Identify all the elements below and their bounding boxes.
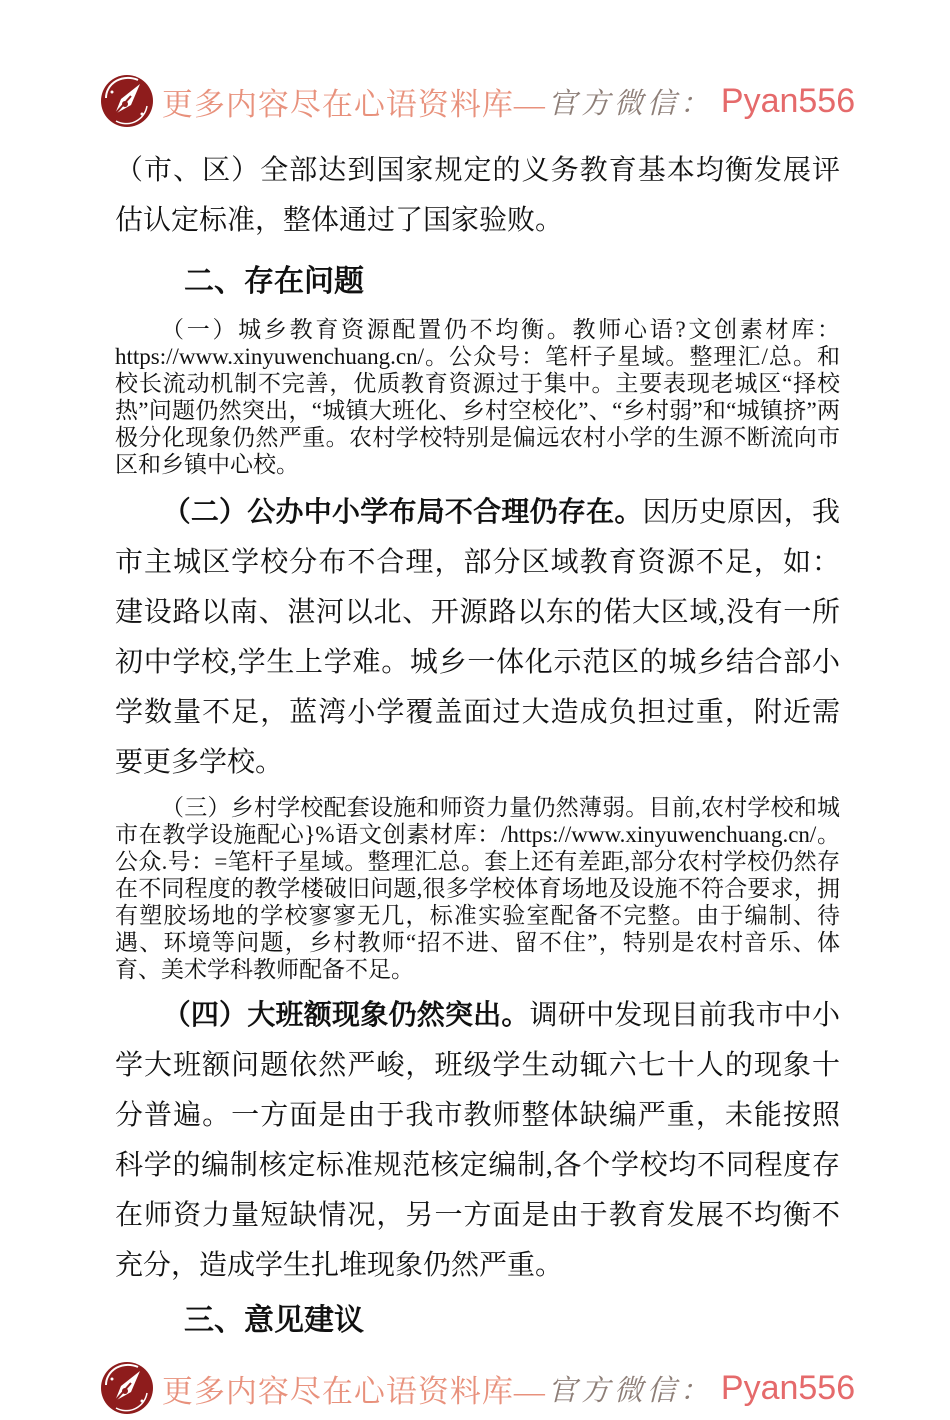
watermark-text xyxy=(162,79,546,124)
paragraph-item3: （三）乡村学校配套设施和师资力量仍然薄弱。目前,农村学校和城市在教学设施配心}%语文创素材库：/https://www.xinyuwenchuang.cn/。公众.号：=笔杆子星域。整理汇总。套上还有差距,部分农村学校仍然存在不同程度的教学楼破旧问题,很多学校体育场地及设施不符合要求，拥有塑胶场地的学校寥寥无几，标准实验室配备不完整。由于编制、待遇、环境等问题，乡村教师“招不进、留不住”，特别是农村音乐、体育、美术学科教师配备不足。 xyxy=(115,795,840,982)
heading-suggestions: 三、意见建议 xyxy=(184,1304,364,1337)
paragraph-item1: （一）城乡教育资源配置仍不均衡。教师心语?文创素材库：https://www.xinyuwenchuang.cn/。公众号：笔杆子星域。整理汇/总。和校长流动机制不完善，优质教育资源过于集中。主要表现老城区“择校热”问题仍然突出，“城镇大班化、乡村空校化”、“乡村弱”和“城镇挤”两极分化现象仍然严重。农村学校特别是偏远农村小学的生源不断流向市区和乡镇中心校。 xyxy=(115,317,840,477)
watermark-wechat-id: Pyan556 xyxy=(720,81,856,120)
watermark-wechat-label: 官方微信： xyxy=(547,1374,713,1407)
paragraph-item4-body: 调研中发现目前我市中小学大班额问题依然严峻，班级学生动辄六七十人的现象十分普遍。一方面是由于我市教师整体缺编严重，未能按照科学的编制核定标准规范核定编制,各个学校均不同程度存在师资力量短缺情况，另一方面是由于教育发展不均衡不充分，造成学生扎堆现象仍然严重。 xyxy=(115,1000,840,1281)
pen-logo-icon xyxy=(100,74,154,128)
paragraph-item4 xyxy=(115,991,840,1291)
heading-problems: 二、存在问题 xyxy=(184,265,364,298)
paragraph-item4-lead: （四）大班额现象仍然突出。 xyxy=(162,1000,530,1031)
watermark-slogan: 更多内容尽在心语资料库 xyxy=(161,86,514,122)
watermark-dash: — xyxy=(513,86,546,122)
watermark-slogan: 更多内容尽在心语资料库 xyxy=(161,1373,514,1409)
paragraph-item2 xyxy=(115,488,840,788)
watermark-text xyxy=(162,1366,546,1411)
watermark-dash: — xyxy=(513,1373,546,1409)
header-watermark xyxy=(115,0,856,128)
footer-watermark xyxy=(115,1361,856,1415)
watermark-wechat-label: 官方微信： xyxy=(547,87,713,120)
pen-logo-icon xyxy=(100,1361,154,1415)
paragraph-item2-body: 因历史原因，我市主城区学校分布不合理，部分区域教育资源不足，如：建设路以南、湛河以北、开源路以东的偌大区域,没有一所初中学校,学生上学难。城乡一体化示范区的城乡结合部小学数量不足，蓝湾小学覆盖面过大造成负担过重，附近需要更多学校。 xyxy=(115,497,840,778)
watermark-wechat-id: Pyan556 xyxy=(720,1368,856,1407)
paragraph-item2-lead: （二）公办中小学布局不合理仍存在。 xyxy=(162,497,643,528)
paragraph-intro: （市、区）全部达到国家规定的义务教育基本均衡发展评估认定标准，整体通过了国家验败。 xyxy=(115,155,840,236)
